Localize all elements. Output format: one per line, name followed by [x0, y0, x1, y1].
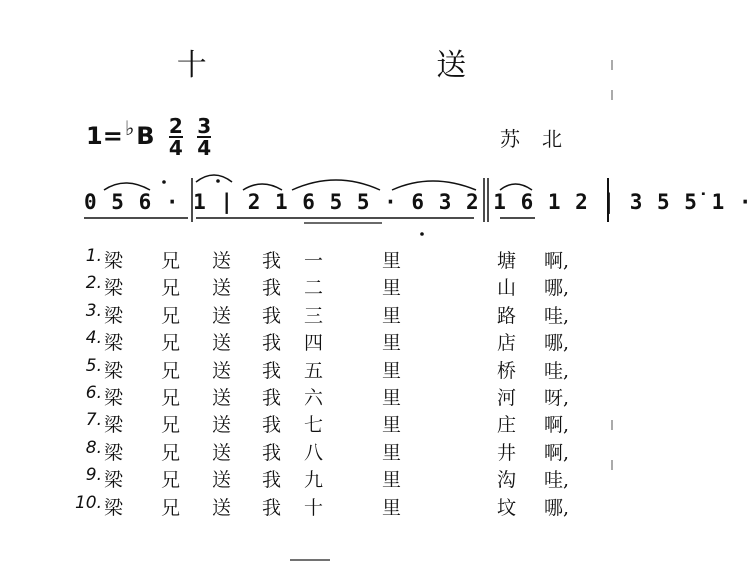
lyric-char: 我	[262, 469, 282, 492]
verse-number: 9.	[85, 465, 102, 486]
lyric-char: 桥	[497, 359, 517, 382]
lyric-char: 梁	[104, 332, 124, 355]
lyric-char: 梁	[104, 496, 124, 519]
lyric-char: 送	[212, 469, 232, 492]
lyric-char: 庄	[497, 414, 517, 437]
lyric-char: 店	[497, 332, 517, 355]
key-note: B	[136, 122, 155, 150]
lyric-char: 啊,	[544, 441, 570, 464]
lyric-row	[64, 356, 604, 383]
lyric-char: 里	[382, 304, 402, 327]
lyric-char: 哪,	[544, 496, 570, 519]
lyric-char: 我	[262, 304, 282, 327]
lyric-char: 梁	[104, 441, 124, 464]
lyric-row	[64, 438, 604, 465]
lyric-char: 沟	[497, 469, 517, 492]
notation-line: 0 5 6 · 1 | 2 1 6 5 5 · 6 3 2 1 6 1 2 | 3 5 5̇ 1 ·	[84, 190, 753, 214]
time-signature-2: $\frac{3}{4}$	[197, 114, 212, 160]
verse-number: 3.	[85, 300, 102, 321]
lyric-char: 送	[212, 304, 232, 327]
lyric-char: 送	[212, 277, 232, 300]
lyric-char: 里	[382, 386, 402, 409]
lyric-char: 哪,	[544, 332, 570, 355]
lyric-char: 梁	[104, 304, 124, 327]
lyric-char: 三	[304, 304, 324, 327]
lyric-row	[64, 273, 604, 300]
lyrics-block	[64, 246, 604, 520]
lyric-char: 送	[212, 441, 232, 464]
lyric-char: 我	[262, 277, 282, 300]
lyric-char: 哪,	[544, 277, 570, 300]
lyric-char: 里	[382, 250, 402, 272]
lyric-char: 七	[304, 414, 324, 437]
lyric-char: 我	[262, 332, 282, 355]
song-title: 十 送	[176, 48, 577, 83]
lyric-char: 兄	[161, 304, 181, 327]
lyric-char: 我	[262, 359, 282, 382]
lyric-char: 兄	[161, 441, 181, 464]
lyric-char: 兄	[161, 414, 181, 437]
lyric-char: 兄	[161, 250, 181, 272]
verse-number: 10.	[74, 492, 102, 513]
lyric-row	[64, 328, 604, 355]
lyric-char: 兄	[161, 496, 181, 519]
verse-number: 2.	[85, 273, 102, 294]
lyric-char: 塘	[497, 250, 517, 272]
lyric-char: 二	[304, 277, 324, 300]
lyric-char: 我	[262, 250, 282, 272]
lyric-char: 我	[262, 386, 282, 409]
lyric-row	[64, 301, 604, 328]
lyric-char: 路	[497, 304, 517, 327]
lyric-char: 里	[382, 414, 402, 437]
lyric-char: 河	[497, 386, 517, 409]
lyric-char: 梁	[104, 469, 124, 492]
lyric-char: 梁	[104, 250, 124, 272]
verse-number: 5.	[85, 355, 102, 376]
lyric-char: 九	[304, 469, 324, 492]
lyric-char: 里	[382, 277, 402, 300]
lyric-char: 梁	[104, 386, 124, 409]
time-signature-1: $\frac{2}{4}$	[168, 114, 183, 160]
lyric-char: 我	[262, 496, 282, 519]
lyric-char: 坟	[497, 496, 517, 519]
lyric-row	[64, 493, 604, 520]
lyric-char: 哇,	[544, 304, 570, 327]
lyric-char: 兄	[161, 386, 181, 409]
lyric-char: 十	[304, 496, 324, 519]
lyric-char: 我	[262, 441, 282, 464]
lyric-row	[64, 246, 604, 273]
lyric-char: 兄	[161, 469, 181, 492]
lyric-char: 梁	[104, 277, 124, 300]
lyric-char: 啊,	[544, 250, 570, 272]
verse-number: 4.	[85, 328, 102, 349]
lyric-row	[64, 383, 604, 410]
lyric-char: 送	[212, 414, 232, 437]
lyric-char: 送	[212, 359, 232, 382]
lyric-char: 送	[212, 332, 232, 355]
region-label: 苏北	[500, 127, 584, 151]
lyric-char: 哇,	[544, 469, 570, 492]
lyric-char: 梁	[104, 359, 124, 382]
lyric-char: 我	[262, 414, 282, 437]
lyric-char: 八	[304, 441, 324, 464]
lyric-char: 哇,	[544, 359, 570, 382]
lyric-char: 送	[212, 386, 232, 409]
lyric-row	[64, 465, 604, 492]
lyric-char: 五	[304, 359, 324, 382]
flat-icon: ♭	[124, 116, 135, 140]
lyric-char: 里	[382, 332, 402, 355]
lyric-char: 兄	[161, 359, 181, 382]
lyric-char: 啊,	[544, 414, 570, 437]
verse-number: 7.	[85, 410, 102, 431]
lyric-char: 兄	[161, 332, 181, 355]
lyric-char: 呀,	[544, 386, 570, 409]
verse-number: 6.	[85, 382, 102, 403]
lyric-char: 送	[212, 496, 232, 519]
lyric-char: 山	[497, 277, 517, 300]
lyric-char: 里	[382, 496, 402, 519]
lyric-char: 四	[304, 332, 324, 355]
lyric-char: 送	[212, 250, 232, 272]
lyric-row	[64, 410, 604, 437]
lyric-char: 里	[382, 469, 402, 492]
key-prefix: 1=	[86, 122, 123, 150]
lyric-char: 兄	[161, 277, 181, 300]
lyric-char: 梁	[104, 414, 124, 437]
lyric-char: 里	[382, 441, 402, 464]
verse-number: 1.	[85, 246, 102, 266]
lyric-char: 六	[304, 386, 324, 409]
verse-number: 8.	[85, 437, 102, 458]
lyric-char: 井	[497, 441, 517, 464]
lyric-char: 一	[304, 250, 324, 272]
lyric-char: 里	[382, 359, 402, 382]
